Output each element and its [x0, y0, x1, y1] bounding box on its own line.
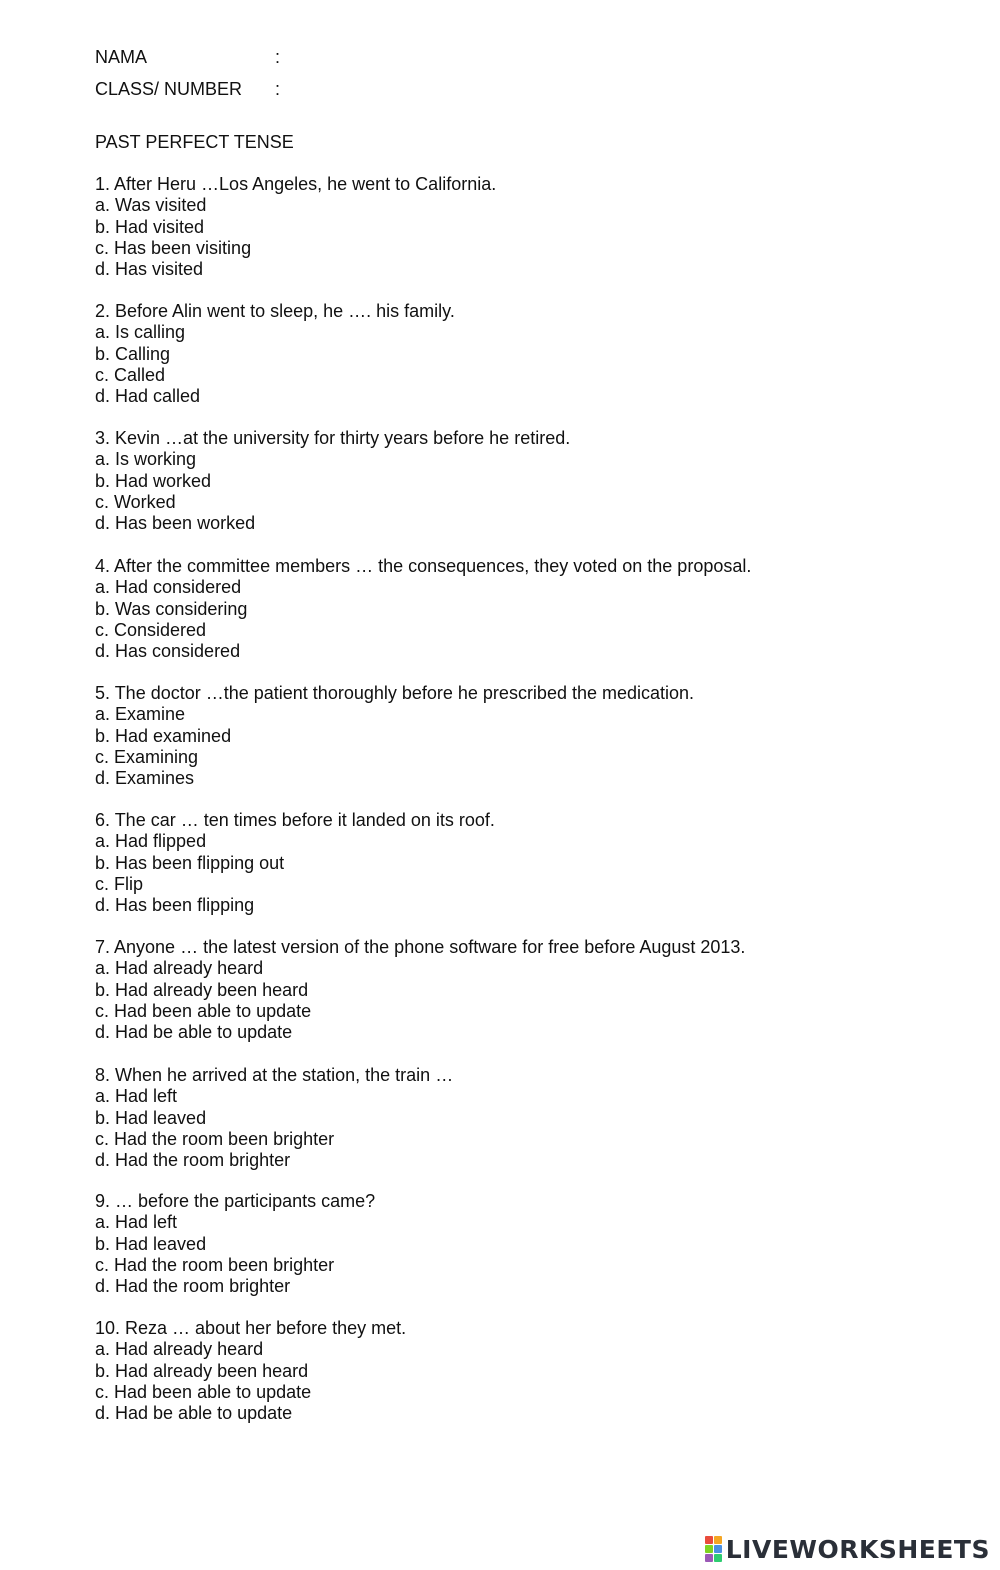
- brand-logo-square: [705, 1554, 713, 1562]
- answer-option-c: c. Called: [95, 364, 166, 385]
- answer-option-c: c. Had the room been brighter: [95, 1128, 335, 1149]
- question-7: [95, 937, 745, 1043]
- brand-logo-square: [705, 1536, 713, 1544]
- answer-option-a: a. Had flipped: [95, 831, 207, 852]
- answer-option-a: a. Is working: [95, 449, 197, 470]
- question-text: 7. Anyone … the latest version of the phone software for free before August 2013.: [95, 937, 746, 957]
- answer-option-a: a. Had considered: [95, 577, 242, 598]
- question-2: [95, 301, 455, 407]
- answer-option-d: d. Had the room brighter: [95, 1276, 291, 1297]
- answer-option-c: c. Worked: [95, 491, 176, 512]
- answer-option-a: a. Is calling: [95, 322, 186, 343]
- answer-option-b: b. Had already been heard: [95, 1360, 309, 1381]
- question-text: 2. Before Alin went to sleep, he …. his family.: [95, 301, 455, 321]
- answer-option-b: b. Had leaved: [95, 1107, 207, 1128]
- answer-option-a: a. Had already heard: [95, 1339, 264, 1360]
- question-4: [95, 556, 751, 662]
- answer-option-c: c. Had the room been brighter: [95, 1254, 335, 1275]
- answer-option-d: d. Had called: [95, 386, 201, 407]
- answer-option-b: b. Had examined: [95, 725, 232, 746]
- brand-name: LIVEWORKSHEETS: [725, 1534, 990, 1564]
- question-text: 3. Kevin …at the university for thirty years before he retired.: [95, 428, 571, 448]
- answer-option-d: d. Has visited: [95, 259, 204, 280]
- answer-option-c: c. Flip: [95, 873, 144, 894]
- answer-option-a: a. Had left: [95, 1086, 178, 1107]
- answer-option-b: b. Had leaved: [95, 1233, 207, 1254]
- answer-option-d: d. Examines: [95, 768, 195, 789]
- answer-option-a: a. Had left: [95, 1212, 178, 1233]
- answer-option-c: c. Considered: [95, 619, 207, 640]
- class-number-label: CLASS/ NUMBER: [95, 79, 243, 99]
- answer-option-a: a. Had already heard: [95, 958, 264, 979]
- answer-option-b: b. Had visited: [95, 216, 205, 237]
- answer-option-b: b. Was considering: [95, 598, 248, 619]
- answer-option-a: a. Examine: [95, 704, 186, 725]
- answer-option-a: a. Was visited: [95, 195, 207, 216]
- brand-logo-square: [714, 1545, 722, 1553]
- question-6: [95, 810, 495, 916]
- name-label: NAMA: [95, 47, 148, 67]
- question-text: 8. When he arrived at the station, the train …: [95, 1065, 454, 1085]
- question-3: [95, 428, 570, 534]
- question-text: 9. … before the participants came?: [95, 1191, 376, 1211]
- question-1: [95, 174, 496, 280]
- answer-option-b: b. Calling: [95, 343, 171, 364]
- brand-logo-square: [714, 1536, 722, 1544]
- answer-option-d: d. Had be able to update: [95, 1022, 293, 1043]
- question-text: 5. The doctor …the patient thoroughly before he prescribed the medication.: [95, 683, 695, 703]
- question-5: [95, 683, 694, 789]
- brand-logo: [705, 1536, 990, 1562]
- brand-logo-square: [705, 1545, 713, 1553]
- question-text: 4. After the committee members … the consequences, they voted on the proposal.: [95, 556, 752, 576]
- brand-logo-icon: [705, 1536, 722, 1562]
- question-8: [95, 1065, 453, 1171]
- question-9: [95, 1191, 375, 1297]
- answer-option-c: c. Has been visiting: [95, 237, 252, 258]
- answer-option-c: c. Had been able to update: [95, 1000, 312, 1021]
- answer-option-c: c. Had been able to update: [95, 1381, 312, 1402]
- question-text: 1. After Heru …Los Angeles, he went to California.: [95, 174, 497, 194]
- answer-option-b: b. Has been flipping out: [95, 852, 285, 873]
- question-10: [95, 1318, 406, 1424]
- answer-option-d: d. Has been flipping: [95, 895, 255, 916]
- question-text: 10. Reza … about her before they met.: [95, 1318, 407, 1338]
- answer-option-c: c. Examining: [95, 746, 199, 767]
- answer-option-d: d. Had be able to update: [95, 1403, 293, 1424]
- answer-option-d: d. Has considered: [95, 641, 241, 662]
- answer-option-d: d. Had the room brighter: [95, 1150, 291, 1171]
- class-number-colon: :: [275, 79, 281, 99]
- answer-option-d: d. Has been worked: [95, 513, 256, 534]
- question-text: 6. The car … ten times before it landed on its roof.: [95, 810, 495, 830]
- name-colon: :: [275, 47, 281, 67]
- answer-option-b: b. Had worked: [95, 470, 212, 491]
- brand-logo-square: [714, 1554, 722, 1562]
- answer-option-b: b. Had already been heard: [95, 979, 309, 1000]
- worksheet-title: PAST PERFECT TENSE: [95, 132, 294, 152]
